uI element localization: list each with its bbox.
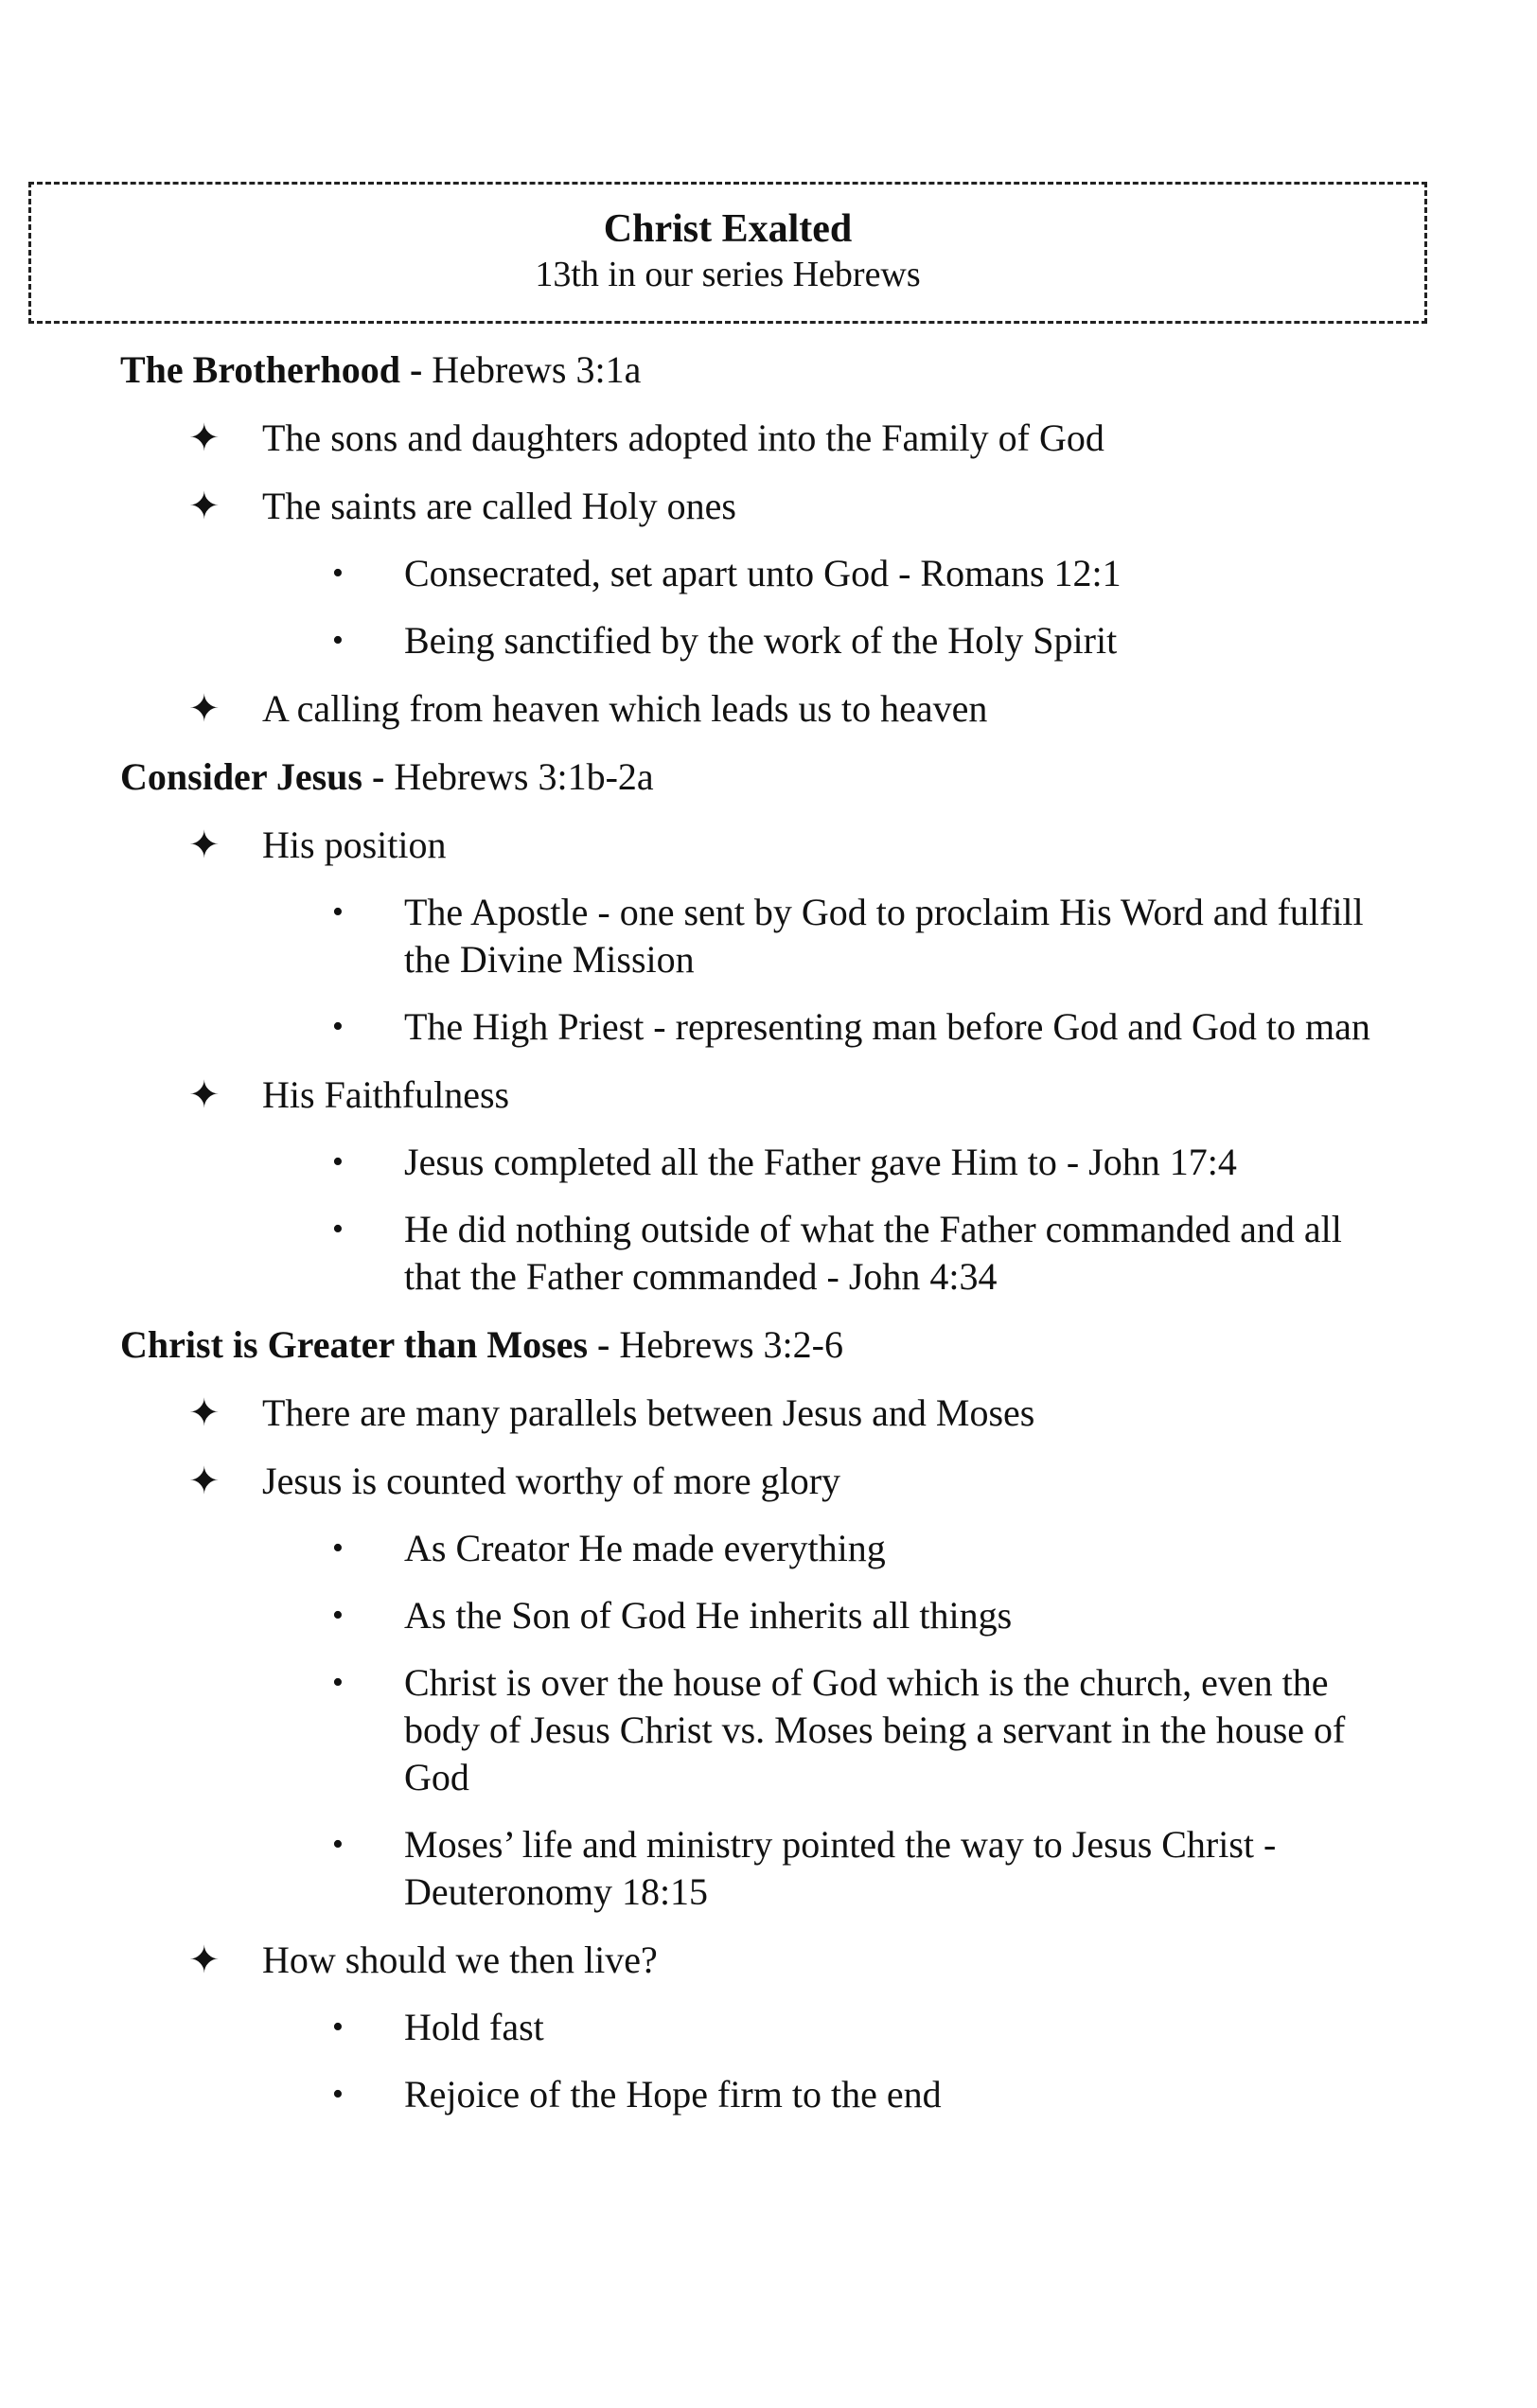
- main-point: [120, 483, 1445, 530]
- section-reference: Hebrews 3:1b-2a: [394, 755, 654, 798]
- sub-point: [120, 550, 1445, 597]
- section-heading-consider-jesus: [120, 753, 1445, 801]
- main-point: [120, 1937, 1445, 1984]
- sub-point: [120, 889, 1445, 983]
- section-reference: Hebrews 3:1a: [432, 348, 642, 391]
- sub-point: [120, 1139, 1445, 1186]
- section-title: Christ is Greater than Moses: [120, 1323, 589, 1366]
- point-text: The saints are called Holy ones: [262, 485, 736, 527]
- main-point: [120, 1390, 1445, 1437]
- bullet-icon: •: [332, 1665, 344, 1700]
- sub-point-text: As the Son of God He inherits all things: [404, 1594, 1013, 1637]
- sub-point-text: Consecrated, set apart unto God - Romans 12:1: [404, 552, 1122, 594]
- title-box: [28, 182, 1427, 324]
- section-separator: -: [362, 755, 395, 798]
- section-reference: Hebrews 3:2-6: [619, 1323, 843, 1366]
- point-text: His position: [262, 823, 447, 866]
- sub-point-text: The Apostle - one sent by God to proclaim His Word and fulfill the Divine Mission: [404, 891, 1364, 981]
- sub-point: [120, 2004, 1445, 2051]
- main-point: [120, 1458, 1445, 1505]
- bullet-icon: •: [332, 623, 344, 658]
- outline: [120, 346, 1445, 2118]
- four-point-star-icon: ✦: [188, 823, 221, 866]
- four-point-star-icon: ✦: [188, 416, 221, 459]
- point-text: Jesus is counted worthy of more glory: [262, 1460, 841, 1502]
- bullet-icon: •: [332, 1009, 344, 1044]
- section-title: The Brotherhood: [120, 348, 400, 391]
- main-point: [120, 822, 1445, 869]
- bullet-icon: •: [332, 1212, 344, 1247]
- bullet-icon: •: [332, 556, 344, 591]
- main-point: [120, 685, 1445, 733]
- sub-point-text: Rejoice of the Hope firm to the end: [404, 2073, 942, 2116]
- four-point-star-icon: ✦: [188, 1460, 221, 1502]
- point-text: The sons and daughters adopted into the Family of God: [262, 416, 1104, 459]
- sub-point: [120, 2071, 1445, 2118]
- four-point-star-icon: ✦: [188, 485, 221, 527]
- sub-point: [120, 1592, 1445, 1639]
- sub-point-text: The High Priest - representing man before God and God to man: [404, 1005, 1370, 1048]
- series-subtitle: 13th in our series Hebrews: [535, 255, 921, 294]
- bullet-icon: •: [332, 2010, 344, 2045]
- bullet-icon: •: [332, 1827, 344, 1862]
- four-point-star-icon: ✦: [188, 1391, 221, 1434]
- section-separator: -: [588, 1323, 620, 1366]
- four-point-star-icon: ✦: [188, 687, 221, 730]
- section-heading-brotherhood: [120, 346, 1445, 394]
- main-point: [120, 415, 1445, 462]
- page-title: Christ Exalted: [603, 207, 853, 251]
- four-point-star-icon: ✦: [188, 1939, 221, 1981]
- bullet-icon: •: [332, 894, 344, 930]
- point-text: There are many parallels between Jesus and Moses: [262, 1391, 1035, 1434]
- bullet-icon: •: [332, 1598, 344, 1633]
- sub-point-text: Jesus completed all the Father gave Him to - John 17:4: [404, 1141, 1237, 1183]
- sub-point: [120, 617, 1445, 664]
- bullet-icon: •: [332, 1144, 344, 1179]
- sub-point: [120, 1003, 1445, 1051]
- point-text: A calling from heaven which leads us to heaven: [262, 687, 988, 730]
- sub-point-text: Moses’ life and ministry pointed the way to Jesus Christ - Deuteronomy 18:15: [404, 1823, 1277, 1913]
- main-point: [120, 1071, 1445, 1119]
- sub-point-text: Hold fast: [404, 2006, 544, 2048]
- sub-point: [120, 1659, 1445, 1801]
- sub-point: [120, 1206, 1445, 1301]
- bullet-icon: •: [332, 1531, 344, 1566]
- sub-point-text: Being sanctified by the work of the Holy Spirit: [404, 619, 1118, 662]
- section-separator: -: [399, 348, 433, 391]
- section-title: Consider Jesus: [120, 755, 362, 798]
- sub-point: [120, 1821, 1445, 1916]
- point-text: His Faithfulness: [262, 1073, 510, 1116]
- sub-point-text: He did nothing outside of what the Father commanded and all that the Father commanded - John 4:34: [404, 1208, 1342, 1298]
- section-heading-greater-than-moses: [120, 1321, 1445, 1369]
- bullet-icon: •: [332, 2077, 344, 2112]
- sub-point-text: As Creator He made everything: [404, 1527, 886, 1569]
- point-text: How should we then live?: [262, 1939, 658, 1981]
- four-point-star-icon: ✦: [188, 1073, 221, 1116]
- sub-point-text: Christ is over the house of God which is the church, even the body of Jesus Christ vs. Moses being a servant in the house of God: [404, 1661, 1346, 1798]
- sub-point: [120, 1525, 1445, 1572]
